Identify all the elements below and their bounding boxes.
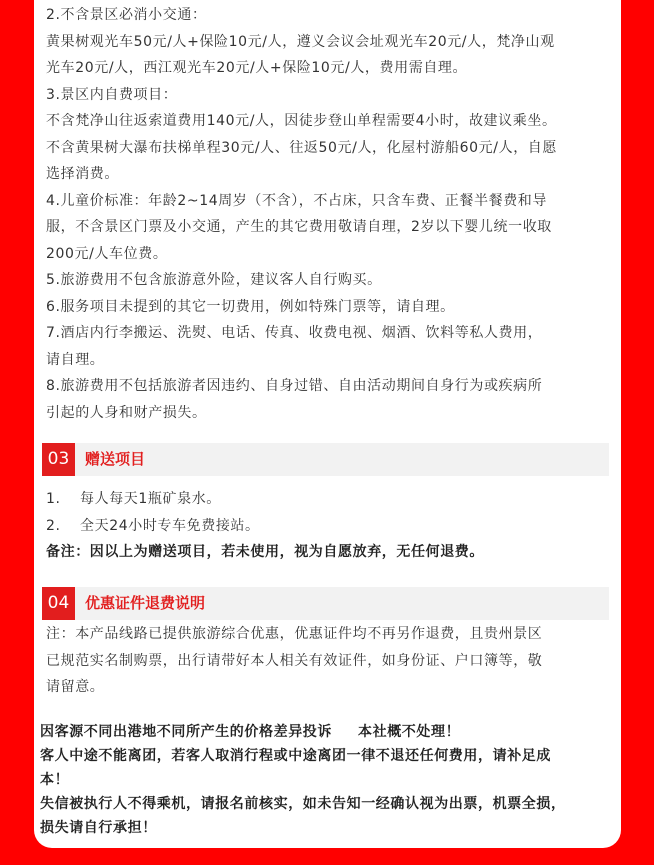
- text-line: 3.景区内自费项目：: [46, 86, 178, 103]
- section-header-gifts: [42, 443, 609, 476]
- section-number: 03: [42, 443, 75, 476]
- text-line: 选择消费。: [46, 166, 119, 182]
- text-line: 已规范实名制购票，出行请带好本人相关有效证件，如身份证、户口簿等，敬: [46, 652, 543, 669]
- footer-line: 客人中途不能离团，若客人取消行程或中途离团一律不退还任何费用，请补足成: [40, 748, 551, 764]
- text-line: 请留意。: [46, 679, 105, 695]
- text-line: 注：本产品线路已提供旅游综合优惠，优惠证件均不再另作退费，且贵州景区: [46, 626, 543, 642]
- text-line: 请自理。: [46, 351, 105, 368]
- gift-note: 备注：因以上为赠送项目，若未使用，视为自愿放弃，无任何退费。: [46, 544, 484, 560]
- content-card: [34, 0, 621, 848]
- text-line: 黄果树观光车50元/人+保险10元/人，遵义会议会址观光车20元/人，梵净山观: [46, 33, 555, 50]
- rebate-notes: [46, 621, 542, 701]
- complaint-text: 因客源不同出港地不同所产生的价格差异投诉: [40, 724, 332, 740]
- footer-line: 损失请自行承担！: [40, 820, 157, 836]
- footer-line: 失信被执行人不得乘机，请报名前核实，如未告知一经确认视为出票，机票全损，: [40, 796, 566, 812]
- text-line: 5.旅游费用不包含旅游意外险，建议客人自行购买。: [46, 272, 382, 288]
- section-title: 赠送项目: [85, 450, 146, 468]
- text-line: 不含黄果树大瀑布扶梯单程30元/人、往返50元/人，化屋村游船60元/人，自愿: [46, 139, 557, 156]
- fee-exclusions: [46, 2, 557, 426]
- gift-list: [46, 486, 484, 566]
- footer-line: 本！: [40, 772, 70, 788]
- section-title: 优惠证件退费说明: [85, 594, 206, 612]
- section-header-rebate: [42, 587, 609, 620]
- text-line: 200元/人车位费。: [46, 245, 168, 262]
- list-index: 2.: [46, 517, 61, 534]
- text-line: 8.旅游费用不包括旅游者因违约、自身过错、自由活动期间自身行为或疾病所: [46, 378, 543, 394]
- footer-line: [40, 720, 566, 744]
- section-number: 04: [42, 587, 75, 620]
- text-line: 引起的人身和财产损失。: [46, 404, 207, 421]
- list-item: [46, 486, 484, 513]
- text-line: 不含梵净山往返索道费用140元/人，因徒步登山单程需要4小时，故建议乘坐。: [46, 113, 557, 129]
- list-index: 1.: [46, 491, 61, 507]
- text-line: 4.儿童价标准：年龄2~14周岁（不含），不占床，只含车费、正餐半餐费和导: [46, 192, 548, 209]
- list-text: 每人每天1瓶矿泉水。: [80, 491, 221, 507]
- text-line: 6.服务项目未提到的其它一切费用，例如特殊门票等，请自理。: [46, 298, 455, 315]
- text-line: 7.酒店内行李搬运、洗熨、电话、传真、收费电视、烟酒、饮料等私人费用，: [46, 325, 543, 341]
- text-line: 光车20元/人，西江观光车20元/人+保险10元/人，费用需自理。: [46, 60, 468, 76]
- footer-notice: [40, 720, 566, 840]
- list-text: 全天24小时专车免费接站。: [80, 517, 260, 534]
- no-handling-text: 本社概不处理！: [358, 724, 461, 740]
- text-line: 服，不含景区门票及小交通，产生的其它费用敬请自理，2岁以下婴儿统一收取: [46, 219, 552, 235]
- list-item: [46, 513, 484, 540]
- text-line: 2.不含景区必消小交通：: [46, 7, 207, 23]
